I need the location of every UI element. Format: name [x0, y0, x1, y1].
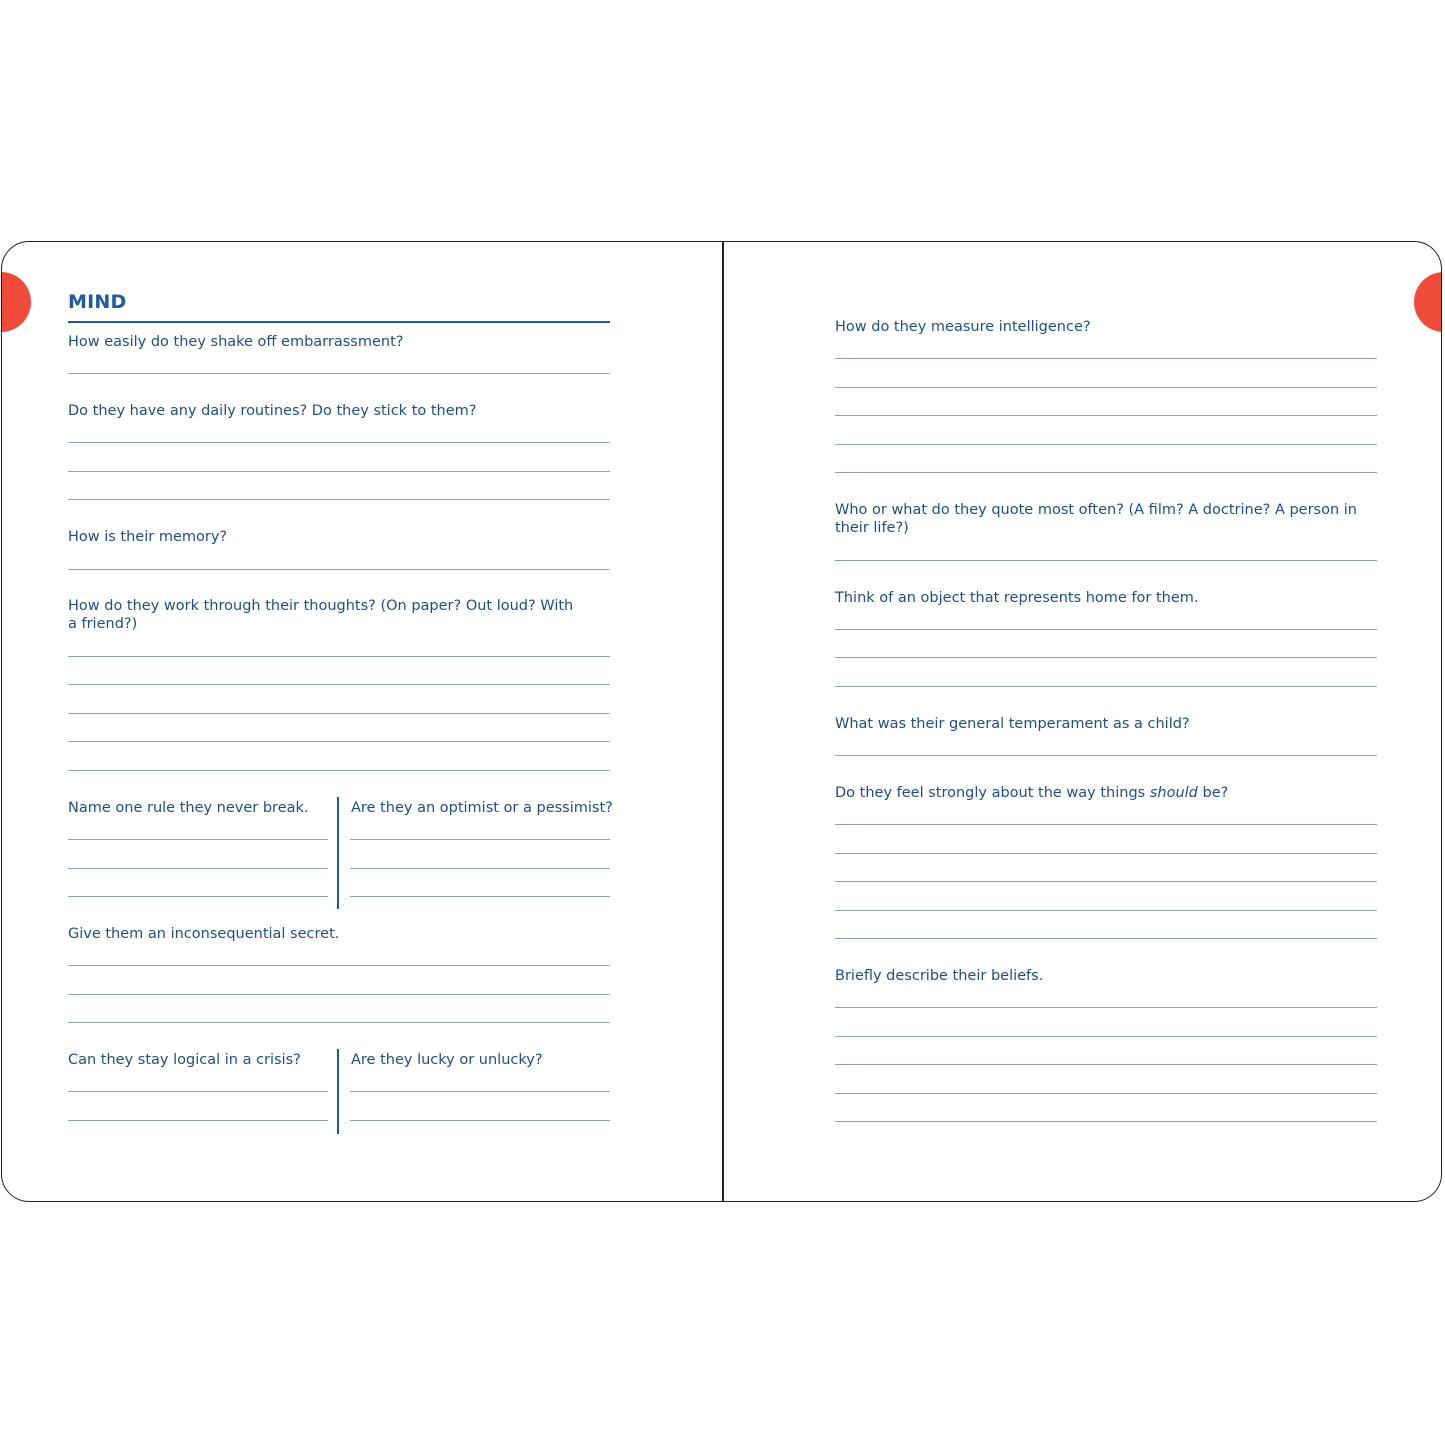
prompt-rule-never-break: Name one rule they never break.	[68, 800, 309, 816]
prompt-quote-line2: their life?)	[835, 520, 909, 536]
answer-line[interactable]	[835, 560, 1377, 561]
answer-line[interactable]	[68, 713, 610, 714]
answer-line[interactable]	[350, 1120, 610, 1121]
prompt-should-be-pre: Do they feel strongly about the way things	[835, 785, 1150, 801]
answer-line[interactable]	[835, 358, 1377, 359]
prompt-thoughts-line1: How do they work through their thoughts? (On paper? Out loud? With	[68, 598, 574, 614]
answer-line[interactable]	[68, 1120, 328, 1121]
heading-rule	[68, 321, 610, 323]
answer-line[interactable]	[835, 472, 1377, 473]
answer-line[interactable]	[68, 471, 610, 472]
answer-line[interactable]	[835, 824, 1377, 825]
answer-line[interactable]	[835, 1121, 1377, 1122]
answer-line[interactable]	[835, 881, 1377, 882]
book-spine	[722, 242, 724, 1201]
prompt-intelligence: How do they measure intelligence?	[835, 319, 1091, 335]
answer-line[interactable]	[835, 755, 1377, 756]
answer-line[interactable]	[68, 839, 328, 840]
answer-line[interactable]	[350, 1091, 610, 1092]
prompt-logical-crisis: Can they stay logical in a crisis?	[68, 1052, 301, 1068]
answer-line[interactable]	[835, 1036, 1377, 1037]
prompt-should-be-emphasis: should	[1149, 785, 1198, 801]
prompt-temperament: What was their general temperament as a child?	[835, 716, 1190, 732]
answer-line[interactable]	[68, 770, 610, 771]
prompt-should-be-post: be?	[1197, 785, 1229, 801]
column-divider	[337, 797, 339, 909]
answer-line[interactable]	[835, 1064, 1377, 1065]
answer-line[interactable]	[835, 910, 1377, 911]
answer-line[interactable]	[68, 994, 610, 995]
answer-line[interactable]	[68, 868, 328, 869]
answer-line[interactable]	[68, 656, 610, 657]
open-journal-spread	[1, 241, 1442, 1202]
left-page-tab	[1, 272, 31, 332]
answer-line[interactable]	[835, 1007, 1377, 1008]
prompt-embarrassment: How easily do they shake off embarrassment?	[68, 334, 404, 350]
section-heading: MIND	[68, 291, 127, 313]
prompt-thoughts-line2: a friend?)	[68, 616, 138, 632]
answer-line[interactable]	[835, 387, 1377, 388]
answer-line[interactable]	[68, 741, 610, 742]
answer-line[interactable]	[350, 839, 610, 840]
answer-line[interactable]	[68, 442, 610, 443]
right-page-tab	[1414, 272, 1442, 332]
answer-line[interactable]	[835, 629, 1377, 630]
answer-line[interactable]	[835, 1093, 1377, 1094]
answer-line[interactable]	[835, 938, 1377, 939]
prompt-beliefs: Briefly describe their beliefs.	[835, 968, 1044, 984]
answer-line[interactable]	[835, 853, 1377, 854]
answer-line[interactable]	[68, 965, 610, 966]
answer-line[interactable]	[68, 1091, 328, 1092]
answer-line[interactable]	[68, 569, 610, 570]
answer-line[interactable]	[835, 415, 1377, 416]
answer-line[interactable]	[68, 896, 328, 897]
answer-line[interactable]	[68, 373, 610, 374]
prompt-quote-line1: Who or what do they quote most often? (A film? A doctrine? A person in	[835, 502, 1357, 518]
prompt-home-object: Think of an object that represents home for them.	[835, 590, 1199, 606]
answer-line[interactable]	[835, 444, 1377, 445]
prompt-optimist-pessimist: Are they an optimist or a pessimist?	[351, 800, 613, 816]
answer-line[interactable]	[350, 868, 610, 869]
answer-line[interactable]	[68, 1022, 610, 1023]
column-divider	[337, 1049, 339, 1134]
prompt-lucky-unlucky: Are they lucky or unlucky?	[351, 1052, 543, 1068]
prompt-daily-routines: Do they have any daily routines? Do they stick to them?	[68, 403, 477, 419]
prompt-memory: How is their memory?	[68, 529, 228, 545]
prompt-secret: Give them an inconsequential secret.	[68, 926, 340, 942]
answer-line[interactable]	[350, 896, 610, 897]
answer-line[interactable]	[68, 684, 610, 685]
answer-line[interactable]	[835, 686, 1377, 687]
answer-line[interactable]	[835, 657, 1377, 658]
prompt-should-be	[835, 784, 1228, 802]
answer-line[interactable]	[68, 499, 610, 500]
